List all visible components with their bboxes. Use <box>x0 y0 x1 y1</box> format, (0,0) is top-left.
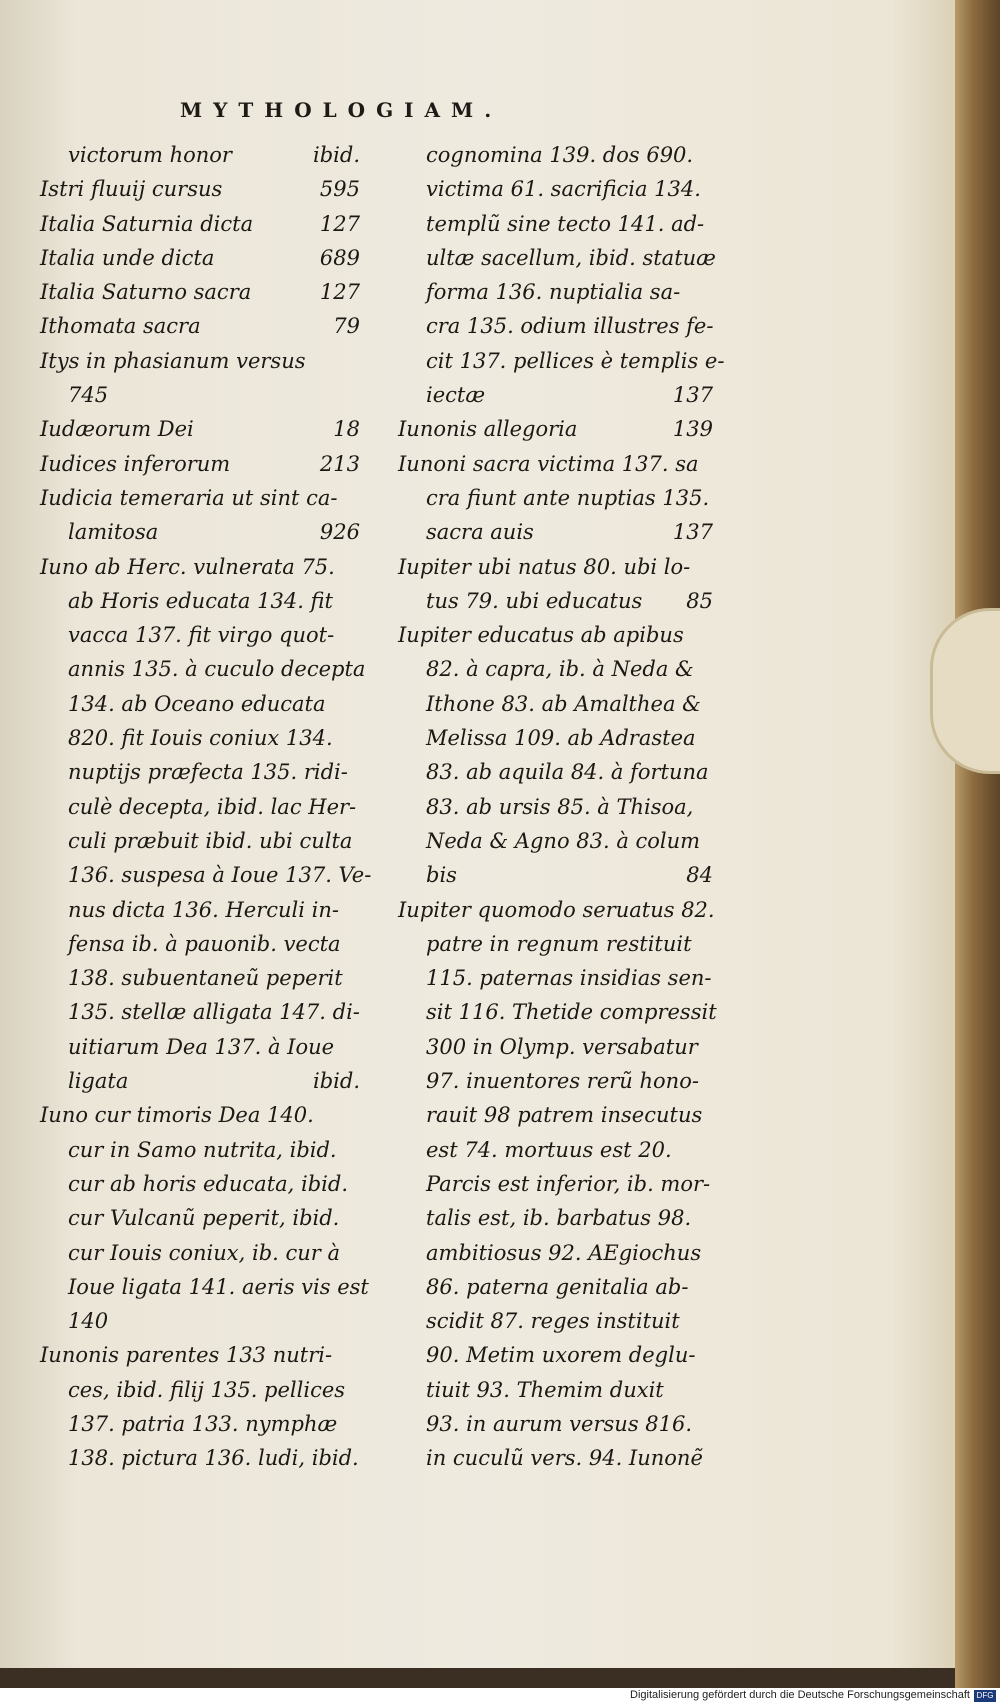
index-entry <box>398 1441 713 1475</box>
index-entry-page: 595 <box>319 177 360 202</box>
index-entry <box>40 172 360 206</box>
index-entry-text: scidit 87. reges instituit <box>426 1309 680 1334</box>
index-entry <box>40 927 360 961</box>
index-entry-text: ces, ibid. filij 135. pellices <box>68 1377 346 1402</box>
index-entry-text: 90. Metim uxorem deglu- <box>426 1343 696 1368</box>
index-entry-text: 138. pictura 136. ludi, ibid. <box>68 1446 359 1471</box>
index-entry-text: cit 137. pellices è templis e- <box>426 348 725 373</box>
index-entry <box>40 755 360 789</box>
index-entry <box>40 652 366 686</box>
index-entry-text: Neda & Agno 83. à colum <box>426 828 701 853</box>
index-entry <box>398 1407 713 1441</box>
index-entry <box>398 858 713 892</box>
index-entry-page: 926 <box>319 520 360 545</box>
index-entry <box>40 241 360 275</box>
index-entry-text: 300 in Olymp. versabatur <box>426 1034 698 1059</box>
index-entry <box>40 1064 360 1098</box>
index-entry-text: ligata <box>68 1069 129 1094</box>
index-entry <box>398 1030 713 1064</box>
index-entry <box>40 447 360 481</box>
index-entry-page: 127 <box>319 211 360 236</box>
index-entry <box>40 378 360 412</box>
index-entry-text: Iupiter ubi natus 80. ubi lo- <box>398 554 691 579</box>
index-entry <box>398 790 713 824</box>
index-entry <box>398 584 713 618</box>
index-entry-page: 79 <box>333 314 360 339</box>
index-entry-text: cur Iouis coniux, ib. cur à <box>68 1240 341 1265</box>
index-entry-text: cur in Samo nutrita, ibid. <box>68 1137 337 1162</box>
index-entry <box>398 481 713 515</box>
index-entry <box>40 1030 360 1064</box>
index-entry-text: 140 <box>68 1309 109 1334</box>
index-entry-text: 97. inuentores rerũ hono- <box>426 1069 699 1094</box>
index-entry-text: Iudicia temeraria ut sint ca- <box>40 485 338 510</box>
index-entry-text: sacra auis <box>426 520 534 545</box>
index-entry-text: 83. ab ursis 85. à Thisoa, <box>426 794 694 819</box>
index-entry <box>40 1407 360 1441</box>
index-entry-text: 83. ab aquila 84. à fortuna <box>426 760 709 785</box>
index-entry-text: est 74. mortuus est 20. <box>426 1137 672 1162</box>
index-entry <box>40 550 360 584</box>
index-entry <box>40 995 360 1029</box>
index-entry-text: Iudæorum Dei <box>40 417 194 442</box>
index-entry <box>40 309 360 343</box>
index-entry-text: Iupiter educatus ab apibus <box>398 623 684 648</box>
index-entry <box>398 1167 713 1201</box>
index-entry-text: vacca 137. fit virgo quot- <box>68 623 335 648</box>
index-entry <box>398 1236 713 1270</box>
index-entry-text: Italia Saturnia dicta <box>40 211 254 236</box>
index-entry-page: 689 <box>319 245 360 270</box>
index-entry-text: Italia Saturno sacra <box>40 280 252 305</box>
index-entry-text: talis est, ib. barbatus 98. <box>426 1206 692 1231</box>
index-entry <box>40 1236 360 1270</box>
index-entry <box>398 893 713 927</box>
index-entry-page: 213 <box>319 451 360 476</box>
running-head: MYTHOLOGIAM. <box>180 98 503 122</box>
index-entry-text: tiuit 93. Themim duxit <box>426 1377 664 1402</box>
index-entry <box>40 1373 360 1407</box>
index-entry-text: Istri fluuij cursus <box>40 177 223 202</box>
index-entry <box>398 344 725 378</box>
index-entry-text: forma 136. nuptialia sa- <box>426 280 681 305</box>
index-entry-text: nus dicta 136. Herculi in- <box>68 897 340 922</box>
index-entry-text: iectæ <box>426 383 486 408</box>
index-entry <box>40 584 360 618</box>
index-entry-text: ab Horis educata 134. fit <box>68 588 333 613</box>
index-entry <box>398 1098 713 1132</box>
index-entry <box>398 687 713 721</box>
index-entry <box>40 961 360 995</box>
index-entry-text: 820. fit Iouis coniux 134. <box>68 726 333 751</box>
index-entry-text: 137. patria 133. nymphæ <box>68 1411 338 1436</box>
index-entry-text: 136. suspesa à Ioue 137. Ve- <box>68 863 372 888</box>
index-entry <box>398 961 713 995</box>
index-entry-text: Ioue ligata 141. aeris vis est <box>68 1274 369 1299</box>
index-entry-text: Iuno ab Herc. vulnerata 75. <box>40 554 335 579</box>
index-entry-text: Ithone 83. ab Amalthea & <box>426 691 701 716</box>
index-entry-page: 18 <box>333 417 360 442</box>
index-entry-text: cur Vulcanũ peperit, ibid. <box>68 1206 340 1231</box>
index-entry-text: lamitosa <box>68 520 159 545</box>
index-entry-text: culè decepta, ibid. lac Her- <box>68 794 357 819</box>
page-tab <box>930 608 1000 774</box>
index-entry-text: ambitiosus 92. AEgiochus <box>426 1240 702 1265</box>
index-entry-text: Iunonis parentes 133 nutri- <box>40 1343 333 1368</box>
index-entry-text: fensa ib. à pauonib. vecta <box>68 931 341 956</box>
index-entry-text: cur ab horis educata, ibid. <box>68 1171 348 1196</box>
index-entry <box>398 995 717 1029</box>
index-entry-text: tus 79. ubi educatus <box>426 588 643 613</box>
index-entry-text: Iunonis allegoria <box>398 417 578 442</box>
index-entry-text: in cuculũ vers. 94. Iunonẽ <box>426 1446 703 1471</box>
index-entry-page: ibid. <box>313 1069 360 1094</box>
index-entry <box>398 1064 713 1098</box>
index-entry-text: annis 135. à cuculo decepta <box>68 657 366 682</box>
index-entry <box>40 721 360 755</box>
index-entry-text: Italia unde dicta <box>40 245 215 270</box>
index-entry-text: Iunoni sacra victima 137. sa <box>398 451 699 476</box>
index-entry <box>40 687 360 721</box>
index-entry-text: bis <box>426 863 457 888</box>
index-entry <box>40 412 360 446</box>
index-entry-text: 93. in aurum versus 816. <box>426 1411 693 1436</box>
index-entry <box>40 275 360 309</box>
index-entry-text: uitiarum Dea 137. à Ioue <box>68 1034 335 1059</box>
index-entry <box>398 1338 713 1372</box>
index-entry <box>40 858 372 892</box>
index-entry <box>40 618 360 652</box>
index-entry <box>398 275 713 309</box>
index-entry <box>40 481 360 515</box>
index-entry <box>40 1098 360 1132</box>
index-entry <box>398 515 713 549</box>
index-entry-text: 86. paterna genitalia ab- <box>426 1274 689 1299</box>
index-entry-text: 134. ab Oceano educata <box>68 691 326 716</box>
index-entry <box>398 1201 713 1235</box>
index-entry <box>398 927 713 961</box>
index-entry-text: Ithomata sacra <box>40 314 201 339</box>
index-entry-text: Iudices inferorum <box>40 451 231 476</box>
index-entry <box>398 412 713 446</box>
index-entry <box>40 1441 360 1475</box>
index-entry <box>398 138 713 172</box>
index-entry <box>398 207 713 241</box>
index-entry <box>40 824 360 858</box>
index-entry <box>40 138 360 172</box>
index-entry <box>398 1270 713 1304</box>
index-entry <box>40 1201 360 1235</box>
index-entry-page: 139 <box>672 417 713 442</box>
dfg-logo: DFG <box>974 1690 996 1702</box>
index-entry-text: 135. stellæ alligata 147. di- <box>68 1000 360 1025</box>
index-entry-text: cra 135. odium illustres fe- <box>426 314 714 339</box>
index-column-right <box>398 138 725 1476</box>
index-column-left <box>40 138 372 1476</box>
index-entry <box>40 790 360 824</box>
index-entry <box>40 207 360 241</box>
index-entry-text: 138. subuentaneũ peperit <box>68 966 343 991</box>
index-entry-text: culi præbuit ibid. ubi culta <box>68 828 353 853</box>
index-entry <box>398 652 713 686</box>
index-entry-text: victorum honor <box>68 143 232 167</box>
index-entry <box>40 344 360 378</box>
index-entry-text: rauit 98 patrem insecutus <box>426 1103 703 1128</box>
index-entry <box>398 309 713 343</box>
index-entry <box>40 1338 360 1372</box>
index-entry-text: 745 <box>68 383 109 408</box>
index-entry <box>40 1270 369 1304</box>
index-entry <box>398 241 716 275</box>
index-entry-text: patre in regnum restituit <box>426 931 692 956</box>
index-entry-text: 115. paternas insidias sen- <box>426 966 712 991</box>
index-entry-text: ultæ sacellum, ibid. statuæ <box>426 245 716 270</box>
index-entry-text: victima 61. sacrificia 134. <box>426 177 701 202</box>
index-entry-text: cra fiunt ante nuptias 135. <box>426 485 710 510</box>
index-entry-page: 127 <box>319 280 360 305</box>
index-entry-page: 137 <box>672 520 713 545</box>
index-entry <box>398 1373 713 1407</box>
index-entry <box>398 618 713 652</box>
funding-credit: Digitalisierung gefördert durch die Deutsche Forschungsgemeinschaft <box>630 1689 970 1701</box>
index-entry <box>40 893 360 927</box>
index-entry <box>398 1304 713 1338</box>
index-entry-page: 137 <box>672 383 713 408</box>
index-entry-text: Parcis est inferior, ib. mor- <box>426 1171 711 1196</box>
index-entry <box>40 1133 360 1167</box>
index-entry <box>398 447 713 481</box>
index-entry-page: 84 <box>686 863 713 888</box>
index-entry-text: sit 116. Thetide compressit <box>426 1000 717 1025</box>
index-entry-text: Melissa 109. ab Adrastea <box>426 726 696 751</box>
index-entry-page: ibid. <box>313 143 360 167</box>
index-entry <box>398 550 713 584</box>
index-entry <box>398 755 713 789</box>
index-entry <box>40 1304 360 1338</box>
index-entry-text: 82. à capra, ib. à Neda & <box>426 657 694 682</box>
index-entry-text: cognomina 139. dos 690. <box>426 143 694 167</box>
index-entry-page: 85 <box>686 588 713 613</box>
index-entry <box>398 172 713 206</box>
index-entry <box>40 1167 360 1201</box>
index-entry-text: Itys in phasianum versus <box>40 348 306 373</box>
index-entry-text: templũ sine tecto 141. ad- <box>426 211 705 236</box>
footer-bar <box>0 1688 1000 1704</box>
index-entry-text: Iupiter quomodo seruatus 82. <box>398 897 715 922</box>
index-entry <box>398 824 713 858</box>
page-edge <box>955 0 1000 1690</box>
index-entry-text: Iuno cur timoris Dea 140. <box>40 1103 314 1128</box>
index-entry-text: nuptijs præfecta 135. ridi- <box>68 760 348 785</box>
index-entry <box>398 1133 713 1167</box>
index-entry <box>398 721 713 755</box>
index-entry <box>398 378 713 412</box>
index-entry <box>40 515 360 549</box>
